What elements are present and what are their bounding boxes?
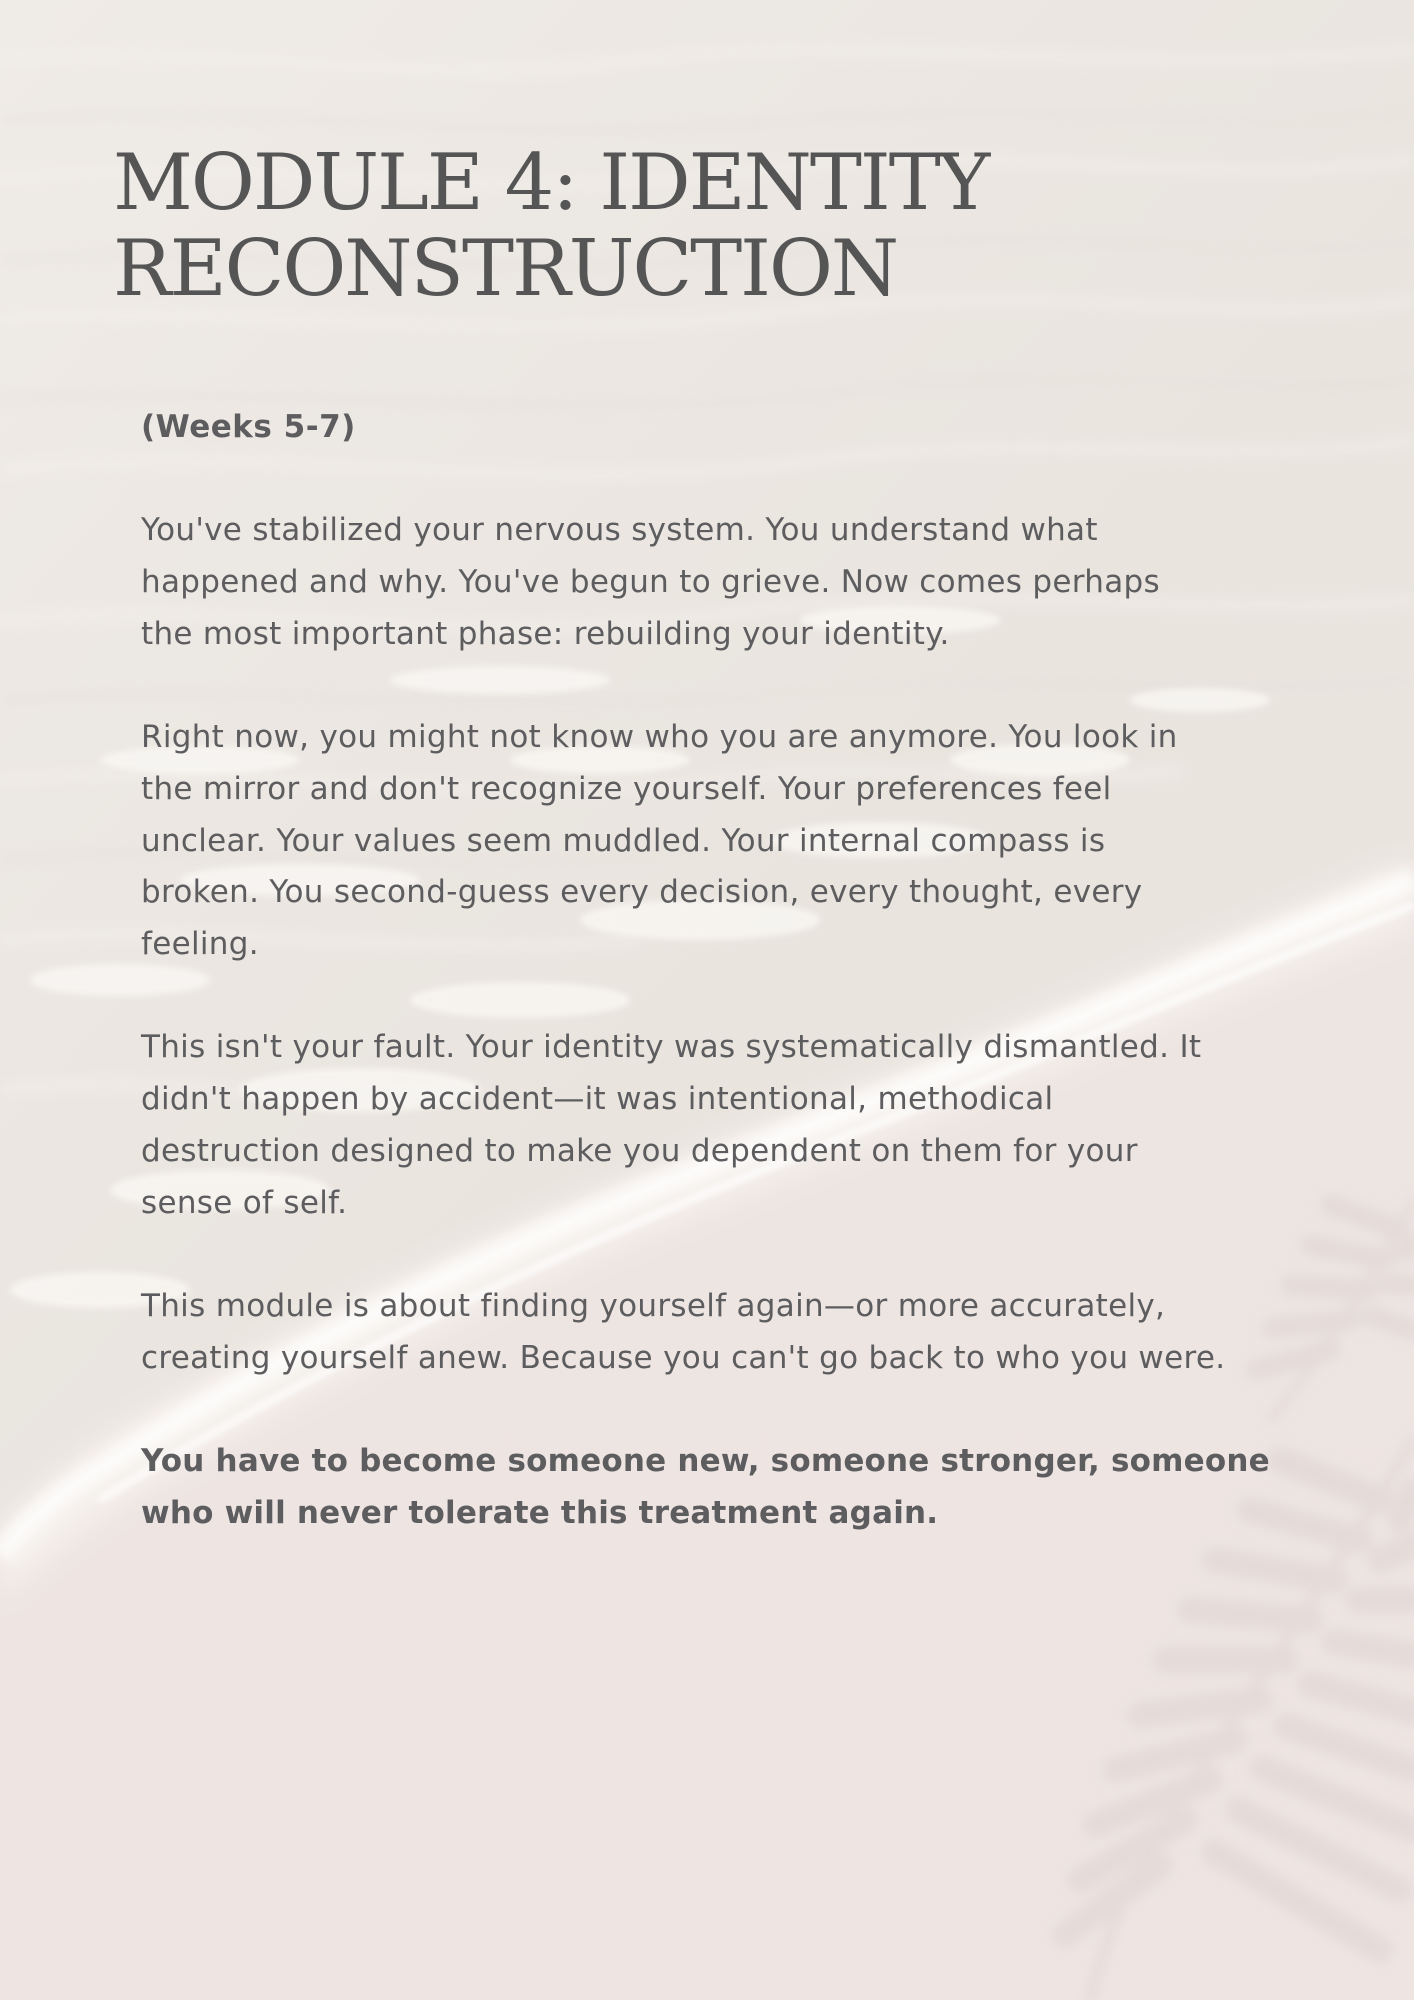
paragraph (141, 1281, 1341, 1384)
paragraph-line: sense of self. (141, 1184, 348, 1221)
title-line: RECONSTRUCTION (113, 224, 898, 314)
paragraph (141, 505, 1341, 660)
paragraph-line: the mirror and don't recognize yourself. Your preferences feel (141, 770, 1112, 807)
paragraph-line: creating yourself anew. Because you can't go back to who you were. (141, 1339, 1226, 1376)
weeks-label: (Weeks 5-7) (141, 409, 356, 445)
paragraph-line: feeling. (141, 926, 259, 962)
paragraph-line: You've stabilized your nervous system. You understand what (141, 512, 1098, 549)
body-content (141, 402, 1341, 1591)
paragraph-line: the most important phase: rebuilding your identity. (141, 615, 950, 652)
paragraph-line: happened and why. You've begun to grieve. Now comes perhaps (141, 564, 1160, 601)
paragraph-line: didn't happen by accident—it was intentional, methodical (141, 1081, 1054, 1118)
paragraph-line: who will never tolerate this treatment again. (141, 1494, 939, 1531)
paragraph-line: destruction designed to make you dependent on them for your (141, 1132, 1138, 1169)
paragraph-line: broken. You second-guess every decision, every thought, every (141, 874, 1143, 911)
emphasis-paragraph (141, 1436, 1341, 1539)
paragraph-line: This isn't your fault. Your identity was systematically dismantled. It (141, 1029, 1202, 1066)
paragraph (141, 712, 1341, 971)
paragraph (141, 1022, 1341, 1229)
paragraph-line: Right now, you might not know who you are anymore. You look in (141, 719, 1178, 756)
paragraph-line: You have to become someone new, someone stronger, someone (141, 1442, 1270, 1479)
page-title (113, 140, 988, 312)
title-line: MODULE 4: IDENTITY (113, 138, 989, 228)
paragraph-line: This module is about finding yourself again—or more accurately, (141, 1287, 1166, 1324)
paragraph-line: unclear. Your values seem muddled. Your internal compass is (141, 822, 1106, 859)
